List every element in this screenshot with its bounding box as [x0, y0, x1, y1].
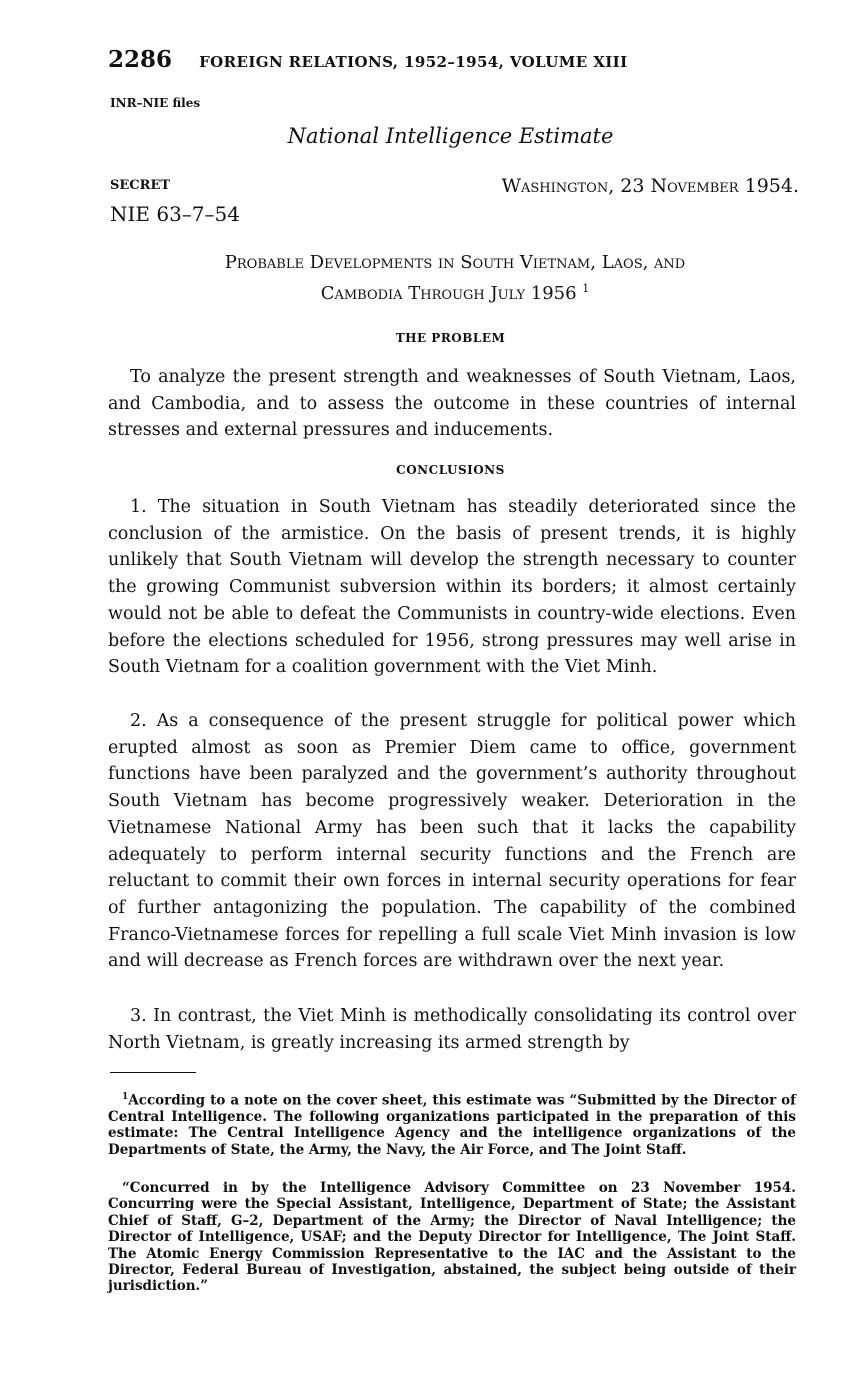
title-line-2-text: Cambodia Through July 1956 [320, 283, 577, 304]
dateline: Washington, 23 November 1954. [501, 175, 799, 197]
problem-paragraph: To analyze the present strength and weaknesses of South Vietnam, Laos, and Cambodia, and to assess the outcome in these countries of internal stresses and external pressures and inducements. [108, 367, 796, 441]
footnote-reference: 1 [582, 282, 590, 295]
document-type: National Intelligence Estimate [287, 124, 614, 148]
footnote-1-text: According to a note on the cover sheet, this estimate was “Submitted by the Director of Central Intelligence. The following organizations participated in the preparation of this estimate: The Central Intelligence Agency and the intelligence organizations of the Departments of State, the Army, the Navy, the Air Force, and The Joint Staff. [108, 1092, 796, 1158]
conclusions-heading: CONCLUSIONS [396, 463, 505, 477]
footnote-mark: 1 [122, 1092, 129, 1102]
source-files: INR–NIE files [110, 96, 201, 110]
title-line-1: Probable Developments in South Vietnam, Laos, and [224, 252, 686, 273]
conclusion-paragraph-3: 3. In contrast, the Viet Minh is methodically consolidating its control over North Vietnam, is greatly increasing its armed strength by [108, 1006, 796, 1053]
title-line-2 [110, 276, 800, 307]
footnote-1 [108, 1089, 796, 1158]
page-number: 2286 [108, 46, 173, 73]
document-number: NIE 63–7–54 [110, 202, 240, 226]
document-title [110, 250, 800, 307]
page-header [108, 46, 808, 73]
footnote-1-continued: “Concurred in by the Intelligence Advisory Committee on 23 November 1954. Concurring were the Special Assistant, Intelligence, Department of State; the Assistant Chief of Staff, G–2, Department of the Army; the Director of Naval Intelligence; the Director of Intelligence, USAF; and the Deputy Director for Intelligence, The Joint Staff. The Atomic Energy Commission Representative to the IAC and the Assistant to the Director, Federal Bureau of Investigation, abstained, the subject being outside of their jurisdiction.” [108, 1180, 796, 1295]
running-title: FOREIGN RELATIONS, 1952–1954, VOLUME XIII [199, 53, 628, 71]
footnote-divider [110, 1072, 196, 1073]
classification-label: SECRET [110, 178, 171, 193]
problem-heading: THE PROBLEM [395, 331, 506, 345]
conclusion-paragraph-2: 2. As a consequence of the present struggle for political power which erupted almost as soon as Premier Diem came to office, government functions have been paralyzed and the government’s authority throughout South Vietnam has become progressively weaker. Deterioration in the Vietnamese National Army has been such that it lacks the capability adequately to perform internal security functions and the French are reluctant to commit their own forces in internal security operations for fear of further antagonizing the population. The capability of the combined Franco-Vietnamese forces for repelling a full scale Viet Minh invasion is low and will decrease as French forces are withdrawn over the next year. [108, 711, 796, 972]
conclusion-paragraph-1: 1. The situation in South Vietnam has steadily deteriorated since the conclusion of the armistice. On the basis of present trends, it is highly unlikely that South Vietnam will develop the strength necessary to counter the growing Communist subversion within its borders; it almost certainly would not be able to defeat the Communists in country-wide elections. Even before the elections scheduled for 1956, strong pressures may well arise in South Vietnam for a coalition government with the Viet Minh. [108, 497, 796, 678]
